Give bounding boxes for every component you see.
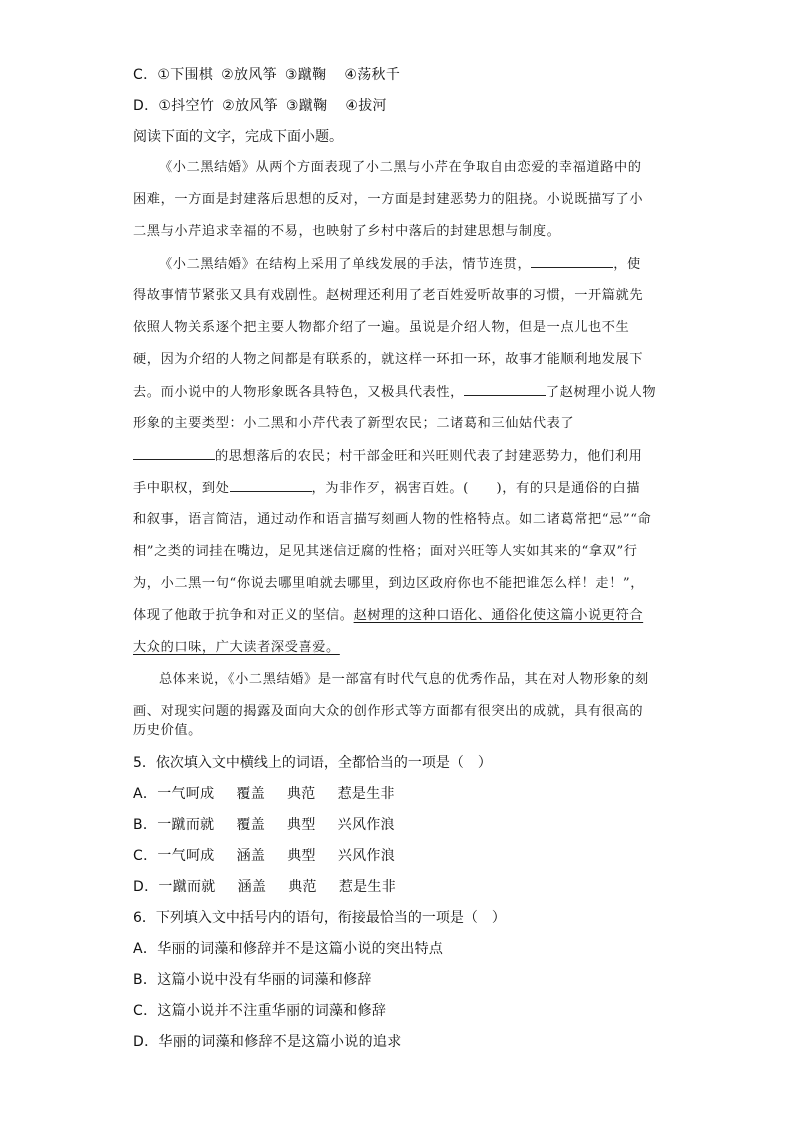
passage-text: 去。而小说中的人物形象既各具特色，又极具代表性， xyxy=(133,385,464,400)
passage-line: 和叙事，语言简洁，通过动作和语言描写刻画人物的性格特点。如二诸葛常把“忌”“命 xyxy=(133,512,652,527)
fill-blank xyxy=(230,477,312,492)
option-item: 惹是生非 xyxy=(338,879,397,895)
option-item: 覆盖 xyxy=(236,786,265,802)
option-letter: C． xyxy=(133,848,158,864)
passage-line: 画、对现实问题的揭露及面向大众的创作形式等方面都有很突出的成就，具有很高的 xyxy=(133,704,644,719)
option-item: 兴风作浪 xyxy=(337,817,395,833)
q5-option-b xyxy=(133,814,395,836)
passage-line xyxy=(133,637,340,659)
option-item: ④荡秋千 xyxy=(344,67,401,83)
option-letter: A． xyxy=(133,786,158,802)
passage-line: 二黑与小芹追求幸福的不易，也映射了乡村中落后的封建思想与制度。 xyxy=(133,224,561,239)
option-item: 涵盖 xyxy=(237,879,267,895)
option-item: ②放风筝 xyxy=(221,67,277,83)
option-text: 这篇小说中没有华丽的词藻和修辞 xyxy=(157,972,372,988)
option-item: 典范 xyxy=(288,879,317,895)
passage-line xyxy=(133,381,656,404)
option-text: 华丽的词藻和修辞并不是这篇小说的突出特点 xyxy=(157,941,444,957)
passage-text: 了赵树理小说人物 xyxy=(545,385,657,400)
fill-blank xyxy=(464,381,546,396)
q6-option-a xyxy=(133,938,443,960)
option-item: ①抖空竹 xyxy=(158,98,215,114)
passage-line: 总体来说，《小二黑结婚》是一部富有时代气息的优秀作品，其在对人物形象的刻 xyxy=(159,672,649,687)
option-item: ④拔河 xyxy=(345,98,387,114)
option-item: 典范 xyxy=(287,786,316,802)
passage-text: ，使 xyxy=(613,257,641,272)
option-item: 覆盖 xyxy=(236,817,266,833)
option-text: 这篇小说并不注重华丽的词藻和修辞 xyxy=(157,1003,387,1019)
passage-text: 的思想落后的农民；村干部金旺和兴旺则代表了封建恶势力，他们利用 xyxy=(215,449,643,464)
passage-line xyxy=(133,605,643,627)
passage-line: 《小二黑结婚》从两个方面表现了小二黑与小芹在争取自由恋爱的幸福道路中的 xyxy=(159,160,642,175)
underlined-sentence: 赵树理的这种口语化、通俗化使这篇小说更符合 xyxy=(353,608,644,623)
q5-option-d xyxy=(133,876,396,898)
option-letter: B． xyxy=(133,972,158,988)
option-item: ①下围棋 xyxy=(157,67,214,83)
passage-line: 得故事情节紧张又具有戏剧性。赵树理还利用了老百姓爱听故事的习惯，一开篇就先 xyxy=(133,288,644,303)
option-item: 惹是生非 xyxy=(337,786,395,802)
option-item: 兴风作浪 xyxy=(337,848,396,864)
passage-line: 硬，因为介绍的人物之间都是有联系的，就这样一环扣一环，故事才能顺利地发展下 xyxy=(133,352,644,367)
question-5-stem: 5．依次填入文中横线上的词语，全都恰当的一项是（ ） xyxy=(133,755,492,771)
passage-line: 为，小二黑一句“你说去哪里咱就去哪里，到边区政府你也不能把谁怎么样！走！”， xyxy=(133,576,645,591)
option-text: 华丽的词藻和修辞不是这篇小说的追求 xyxy=(158,1034,402,1050)
option-letter: D． xyxy=(133,98,159,114)
option-item: ③蹴鞠 xyxy=(284,67,327,83)
question-6-stem: 6．下列填入文中括号内的语句，衔接最恰当的一项是（ ） xyxy=(133,910,506,926)
option-item: 一气呵成 xyxy=(157,786,215,802)
passage-text: 手中职权，到处 xyxy=(133,481,230,496)
fill-blank xyxy=(531,253,613,268)
option-item: ②放风筝 xyxy=(222,98,278,114)
q5-option-c xyxy=(133,845,395,867)
passage-line xyxy=(133,445,642,468)
passage-text: 《小二黑结婚》在结构上采用了单线发展的手法，情节连贯， xyxy=(159,257,532,272)
option-letter: B． xyxy=(133,817,158,833)
reading-instruction: 阅读下面的文字，完成下面小题。 xyxy=(133,129,343,145)
passage-line: 形象的主要类型：小二黑和小芹代表了新型农民；二诸葛和三仙姑代表了 xyxy=(133,416,575,431)
prev-option-c xyxy=(133,64,400,86)
option-letter: D． xyxy=(133,1034,159,1050)
option-letter: C． xyxy=(133,67,158,83)
prev-option-d xyxy=(133,95,387,117)
passage-line xyxy=(133,477,640,500)
fill-blank xyxy=(133,445,215,460)
option-item: 一蹴而就 xyxy=(157,817,215,833)
option-item: 典型 xyxy=(287,848,316,864)
option-item: 涵盖 xyxy=(236,848,266,864)
q6-option-c xyxy=(133,1000,386,1022)
passage-line: 依照人物关系逐个把主要人物都介绍了一遍。虽说是介绍人物，但是一点儿也不生 xyxy=(133,320,630,335)
q6-option-d xyxy=(133,1031,402,1053)
underlined-sentence: 大众的口味，广大读者深受喜爱。 xyxy=(133,640,340,655)
passage-line xyxy=(133,253,641,276)
passage-text: ，为非作歹，祸害百姓。( )，有的只是通俗的白描 xyxy=(311,481,641,496)
passage-line: 历史价值。 xyxy=(133,723,202,738)
option-letter: A． xyxy=(133,941,158,957)
passage-line: 困难，一方面是封建落后思想的反对，一方面是封建恶势力的阻挠。小说既描写了小 xyxy=(133,192,644,207)
q5-option-a xyxy=(133,783,395,805)
option-letter: D． xyxy=(133,879,159,895)
option-item: ③蹴鞠 xyxy=(285,98,328,114)
passage-line: 相”之类的词挂在嘴边，足见其迷信迂腐的性格；面对兴旺等人实如其来的“拿双”行 xyxy=(133,544,638,559)
option-item: 一蹴而就 xyxy=(158,879,216,895)
option-letter: C． xyxy=(133,1003,158,1019)
option-item: 典型 xyxy=(287,817,316,833)
reading-passage xyxy=(133,157,657,727)
q6-option-b xyxy=(133,969,372,991)
passage-text: 体现了他敢于抗争和对正义的坚信。 xyxy=(133,608,354,623)
option-item: 一气呵成 xyxy=(157,848,215,864)
